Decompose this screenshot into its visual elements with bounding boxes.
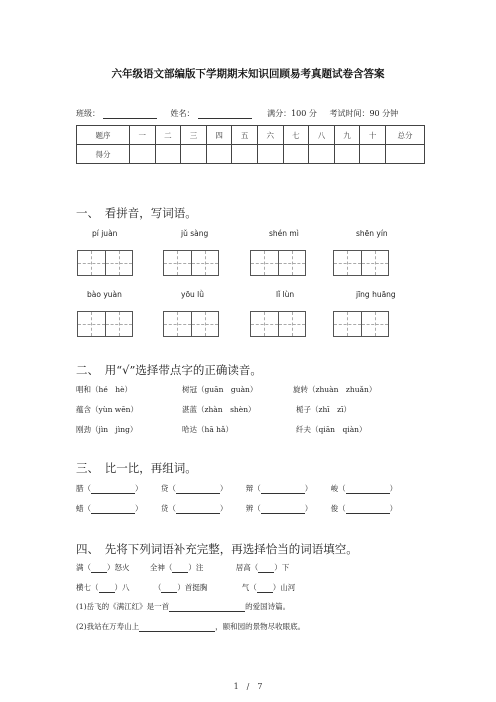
header-cell: 七 — [283, 126, 309, 145]
writing-grid[interactable] — [250, 250, 306, 276]
idiom-text: ）首挺胸 — [177, 583, 208, 592]
paren: ） — [304, 484, 313, 493]
idiom-row — [76, 582, 295, 593]
answer-blank[interactable] — [91, 565, 107, 573]
char-label: 辨（ — [245, 504, 261, 513]
paren: ） — [219, 484, 228, 493]
reading-item[interactable]: 哈达（hā hǎ） — [182, 425, 233, 434]
paren: ） — [389, 504, 398, 513]
name-blank — [198, 110, 252, 119]
fill-question-2 — [76, 621, 305, 632]
pinyin-label: yōu lǜ — [181, 290, 205, 299]
answer-blank[interactable] — [346, 486, 390, 494]
score-cell[interactable] — [386, 145, 425, 164]
header-cell: 总分 — [386, 126, 425, 145]
answer-blank[interactable] — [176, 486, 220, 494]
paren: ） — [135, 504, 143, 513]
pinyin-label: shén mì — [269, 229, 299, 238]
header-cell: 三 — [181, 126, 207, 145]
answer-blank[interactable] — [91, 506, 135, 514]
score-cell[interactable] — [283, 145, 309, 164]
pinyin-label: bào yuàn — [87, 290, 122, 299]
answer-blank[interactable] — [346, 506, 390, 514]
header-cell: 九 — [334, 126, 360, 145]
reading-item[interactable]: 纤夫（qiān qiàn） — [296, 425, 367, 434]
pinyin-label: jīng huāng — [356, 290, 396, 299]
score-cell[interactable] — [257, 145, 283, 164]
score-row — [77, 145, 425, 164]
char-label: 俊（ — [330, 504, 346, 513]
section3-heading: 三、 比一比，再组词。 — [76, 461, 197, 475]
idiom-text: ）山河 — [272, 583, 296, 592]
reading-item[interactable]: 栀子（zhī zī） — [296, 405, 352, 414]
writing-grid[interactable] — [333, 250, 389, 276]
class-blank — [103, 110, 157, 119]
score-cell[interactable] — [181, 145, 207, 164]
compare-row — [76, 503, 397, 514]
char-label: 货（ — [160, 504, 176, 513]
answer-blank[interactable] — [258, 565, 274, 573]
answer-blank[interactable] — [257, 585, 273, 593]
exam-time: 考试时间：90 分钟 — [329, 109, 399, 118]
idiom-text: 居高（ — [235, 563, 259, 572]
writing-grid[interactable] — [333, 311, 389, 337]
writing-grid[interactable] — [163, 250, 219, 276]
score-cell[interactable] — [130, 145, 156, 164]
question-text: (1)岳飞的《满江红》是一首 — [76, 602, 170, 611]
idiom-text: （ — [153, 583, 162, 592]
answer-blank[interactable] — [172, 565, 188, 573]
char-label: 腊（ — [76, 484, 91, 493]
full-score: 满分：100 分 — [267, 109, 317, 118]
answer-blank[interactable] — [176, 506, 220, 514]
answer-blank[interactable] — [99, 585, 115, 593]
writing-grid[interactable] — [163, 311, 219, 337]
idiom-text: 横七（ — [76, 583, 99, 592]
reading-item[interactable]: 唱和（hé hè） — [76, 385, 133, 394]
char-label: 蜡（ — [76, 504, 91, 513]
idiom-text: 气（ — [241, 583, 257, 592]
idiom-text: 全神（ — [149, 563, 173, 572]
pinyin-label: lǐ lùn — [276, 290, 295, 299]
char-label: 辩（ — [245, 484, 261, 493]
header-cell: 六 — [257, 126, 283, 145]
header-cell: 十 — [360, 126, 386, 145]
header-cell: 五 — [232, 126, 258, 145]
paren: ） — [304, 504, 313, 513]
header-cell: 二 — [155, 126, 181, 145]
answer-blank[interactable] — [91, 486, 135, 494]
answer-blank[interactable] — [161, 585, 177, 593]
writing-grid[interactable] — [77, 250, 133, 276]
idiom-text: ）注 — [188, 563, 204, 572]
paren: ） — [135, 484, 143, 493]
name-label: 姓名： — [170, 109, 195, 118]
header-cell: 八 — [309, 126, 335, 145]
header-cell: 四 — [206, 126, 232, 145]
question-text: ，颐和园的景物尽收眼底。 — [215, 622, 306, 631]
question-text: (2)我站在万寿山上 — [76, 622, 140, 631]
reading-item[interactable]: 旋转（zhuàn zhuǎn） — [293, 385, 377, 394]
score-cell[interactable] — [206, 145, 232, 164]
question-text: 的爱国诗篇。 — [245, 602, 291, 611]
idiom-text: ）怒火 — [107, 563, 130, 572]
idiom-text: ）八 — [114, 583, 130, 592]
answer-blank[interactable] — [261, 506, 305, 514]
answer-blank[interactable] — [261, 486, 305, 494]
section2-heading: 二、 用“√”选择带点字的正确读音。 — [76, 363, 262, 377]
pinyin-label: pí juàn — [92, 229, 118, 238]
score-row-label: 得分 — [77, 145, 130, 164]
score-cell[interactable] — [232, 145, 258, 164]
reading-item[interactable]: 湛蓝（zhàn shèn） — [182, 405, 256, 414]
paren: ） — [219, 504, 228, 513]
page-title: 六年级语文部编版下学期期末知识回顾易考真题试卷含答案 — [111, 68, 385, 80]
idiom-text: 满（ — [76, 563, 91, 572]
score-cell[interactable] — [155, 145, 181, 164]
header-cell: 一 — [130, 126, 156, 145]
char-label: 贷（ — [160, 484, 176, 493]
pinyin-label: jǔ sàng — [181, 229, 209, 238]
header-cell: 题序 — [77, 126, 130, 145]
fill-question-1 — [76, 601, 290, 612]
page-number: 1 / 7 — [233, 682, 263, 691]
writing-grid[interactable] — [77, 311, 133, 337]
score-cell[interactable] — [360, 145, 386, 164]
idiom-text: ）下 — [274, 563, 290, 572]
answer-blank[interactable] — [169, 604, 245, 612]
writing-grid[interactable] — [250, 311, 306, 337]
score-table — [76, 125, 425, 164]
section4-heading: 四、 先将下列词语补充完整，再选择恰当的词语填空。 — [76, 542, 358, 556]
score-header-row — [77, 126, 425, 145]
idiom-row — [76, 562, 289, 573]
score-cell[interactable] — [334, 145, 360, 164]
score-cell[interactable] — [309, 145, 335, 164]
reading-item[interactable]: 树冠（guān guàn） — [182, 385, 258, 394]
class-label: 班级： — [76, 109, 100, 118]
paren: ） — [389, 484, 398, 493]
answer-blank[interactable] — [139, 624, 215, 632]
reading-item[interactable]: 刚劲（jìn jìng） — [76, 425, 138, 434]
reading-item[interactable]: 蕴含（yùn wēn） — [76, 405, 138, 414]
exam-info — [76, 108, 398, 119]
section1-heading: 一、 看拼音，写词语。 — [76, 206, 197, 220]
compare-row — [76, 483, 397, 494]
char-label: 峻（ — [330, 484, 346, 493]
pinyin-label: shēn yín — [356, 229, 388, 238]
